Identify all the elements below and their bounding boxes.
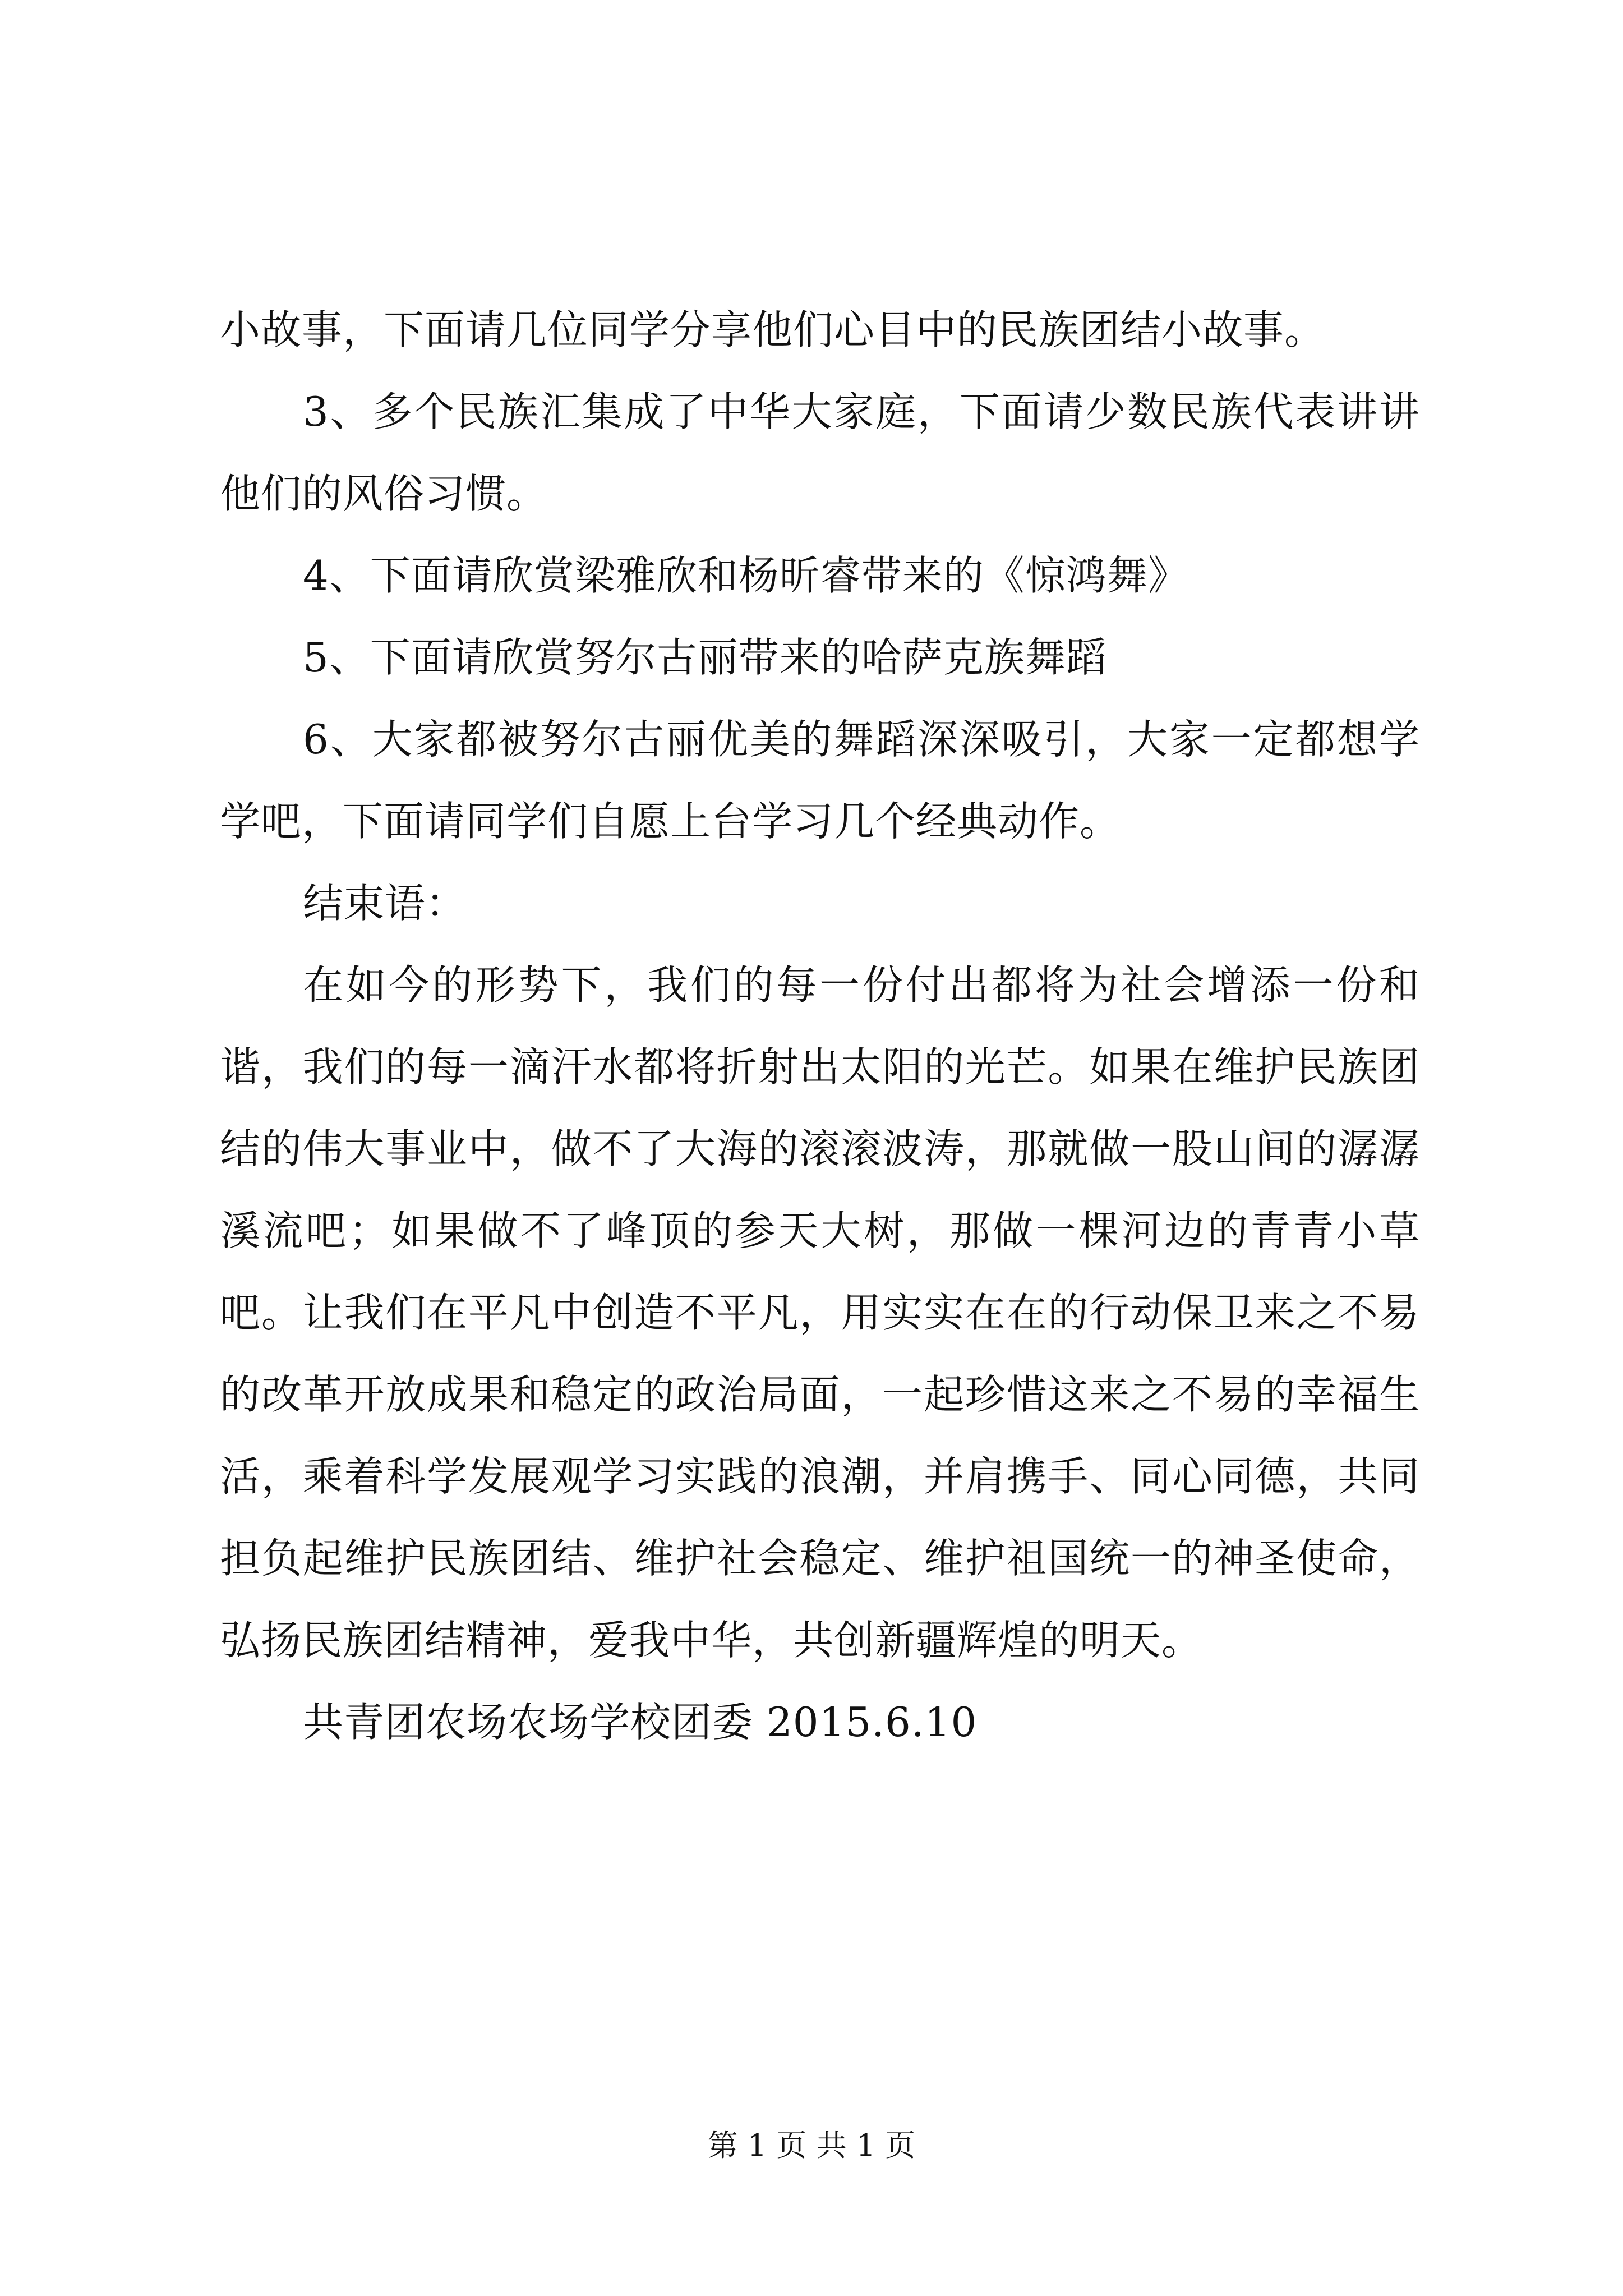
paragraph-item-3: 3、多个民族汇集成了中华大家庭，下面请少数民族代表讲讲他们的风俗习惯。 xyxy=(220,388,1420,517)
page-footer: 第 1 页 共 1 页 xyxy=(707,2128,916,2163)
paragraph-item-5: 5、下面请欣赏努尔古丽带来的哈萨克族舞蹈 xyxy=(303,634,1107,681)
signature-line: 共青团农场农场学校团委 2015.6.10 xyxy=(303,1699,978,1746)
paragraph-item-4: 4、下面请欣赏梁雅欣和杨昕睿带来的《惊鸿舞》 xyxy=(303,552,1189,599)
closing-paragraph: 在如今的形势下，我们的每一份付出都将为社会增添一份和谐，我们的每一滴汗水都将折射出太阳的光芒。如果在维护民族团结的伟大事业中，做不了大海的滚滚波涛，那就做一股山间的潺潺溪流吧；如果做不了峰顶的参天大树，那做一棵河边的青青小草吧。让我们在平凡中创造不平凡，用实实在在的行动保卫来之不易的改革开放成果和稳定的政治局面，一起珍惜这来之不易的幸福生活，乘着科学发展观学习实践的浪潮，并肩携手、同心同德，共同担负起维护民族团结、维护社会稳定、维护祖国统一的神圣使命，弘扬民族团结精神，爱我中华，共创新疆辉煌的明天。 xyxy=(220,961,1420,1664)
closing-heading: 结束语： xyxy=(303,880,467,927)
paragraph-item-6: 6、大家都被努尔古丽优美的舞蹈深深吸引，大家一定都想学学吧，下面请同学们自愿上台学习几个经典动作。 xyxy=(220,716,1420,845)
paragraph-story-continuation: 小故事，下面请几位同学分享他们心目中的民族团结小故事。 xyxy=(220,306,1326,353)
document-body xyxy=(220,289,1420,1763)
